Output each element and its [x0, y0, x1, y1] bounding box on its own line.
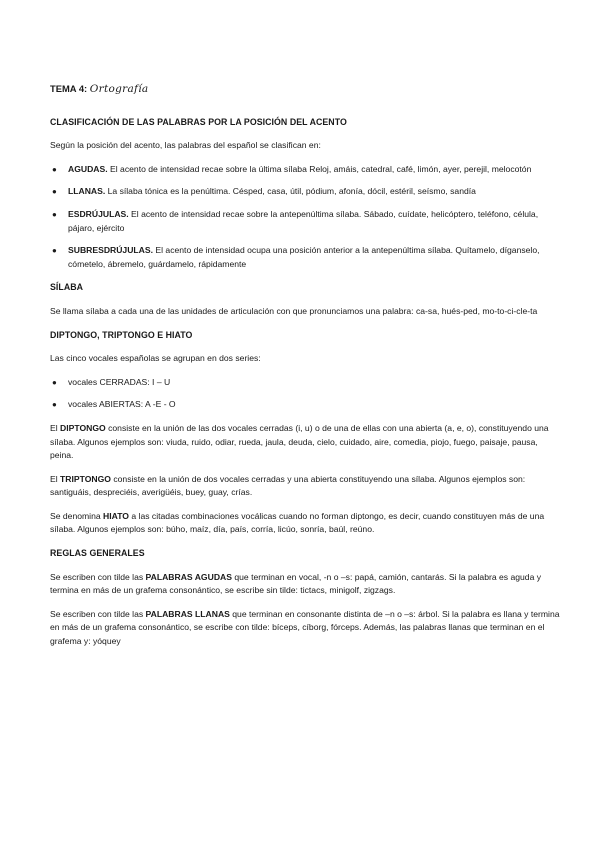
series-cerradas: vocales CERRADAS: I – U — [68, 376, 171, 387]
llanas-rule-text: que terminan en consonante distinta de –n o –s: árbol. Si la palabra es llana y termina en más de un grafema consonántico, se escribe con tilde: bíceps, cíborg, fórceps. Además, las palabras llanas que terminan en el grafema y: yóquey — [50, 608, 560, 647]
heading-clasificacion: CLASIFICACIÓN DE LAS PALABRAS POR LA POSICIÓN DEL ACENTO — [50, 116, 347, 127]
heading-reglas: REGLAS GENERALES — [50, 548, 145, 559]
list-item-agudas — [50, 163, 560, 177]
diptongo-pre: El — [50, 422, 61, 433]
vowels-intro: Las cinco vocales españolas se agrupan en dos series: — [50, 353, 261, 364]
triptongo-paragraph — [50, 473, 560, 500]
agudas-rule-pre: Se escriben con tilde las — [50, 571, 146, 582]
llanas-rule-paragraph — [50, 608, 560, 649]
hiato-paragraph — [50, 510, 560, 537]
def-esdrujulas: El acento de intensidad recae sobre la antepenúltima sílaba. Sábado, cuídate, helicóptero, teléfono, célula, pájaro, ejército — [68, 208, 539, 233]
term-palabras-agudas: PALABRAS AGUDAS — [145, 571, 232, 582]
list-item-sobresdrujulas — [50, 244, 560, 271]
term-palabras-llanas: PALABRAS LLANAS — [145, 608, 230, 619]
clasificacion-intro: Según la posición del acento, las palabras del español se clasifican en: — [50, 140, 321, 151]
bullet-icon: ● — [52, 187, 57, 197]
term-agudas: AGUDAS. — [68, 163, 108, 174]
term-sobresdrujulas: SUBRESDRÚJULAS. — [68, 245, 153, 256]
document-body — [50, 82, 560, 659]
term-hiato: HIATO — [103, 510, 129, 521]
term-triptongo: TRIPTONGO — [60, 473, 111, 484]
agudas-rule-text: que terminan en vocal, -n o –s: papá, camión, cantarás. Si la palabra es aguda y termina en más de un grafema consonántico, se escribe sin tilde: tictacs, minigolf, zigzags. — [50, 571, 542, 596]
diptongo-paragraph — [50, 422, 560, 463]
vowel-series-list — [50, 376, 560, 412]
def-llanas: La sílaba tónica es la penúltima. Césped, casa, útil, pódium, afonía, dócil, estéril, seísmo, sandía — [105, 186, 476, 197]
list-item-esdrujulas — [50, 208, 560, 235]
title-prefix: TEMA 4: — [50, 83, 88, 94]
page-title — [50, 82, 560, 97]
accent-types-list — [50, 163, 560, 272]
term-llanas: LLANAS. — [68, 186, 106, 197]
def-agudas: El acento de intensidad recae sobre la última sílaba Reloj, amáis, catedral, café, limón, ayer, perejil, melocotón — [107, 163, 532, 174]
hiato-text: a las citadas combinaciones vocálicas cuando no forman diptongo, es decir, cuando constituyen más de una sílaba. Algunos ejemplos son: búho, maíz, día, país, corría, licúo, sonría, baúl, reúno. — [50, 510, 545, 535]
term-diptongo: DIPTONGO — [60, 422, 106, 433]
heading-diptongo: DIPTONGO, TRIPTONGO E HIATO — [50, 329, 193, 340]
bullet-icon: ● — [52, 246, 57, 256]
series-abiertas: vocales ABIERTAS: A -E - O — [68, 399, 176, 410]
def-sobresdrujulas: El acento de intensidad ocupa una posición anterior a la antepenúltima sílaba. Quítamelo, díganselo, cómetelo, ábremelo, guárdamelo, rápidamente — [68, 245, 540, 269]
bullet-icon: ● — [52, 209, 57, 219]
agudas-rule-paragraph — [50, 571, 560, 598]
diptongo-text: consiste en la unión de las dos vocales cerradas (i, u) o de una de ellas con una abierta (a, e, o), constituyendo una sílaba. Algunos ejemplos son: viuda, ruido, odiar, rueda, jaula, deuda, cielo, cuidado, aire, comedia, piojo, fuego, paisaje, pausa, peina. — [50, 422, 549, 461]
bullet-icon: ● — [52, 400, 57, 410]
triptongo-pre: El — [50, 473, 61, 484]
heading-silaba: SÍLABA — [50, 282, 84, 293]
bullet-icon: ● — [52, 377, 57, 387]
silaba-definition: Se llama sílaba a cada una de las unidades de articulación con que pronunciamos una palabra: ca-sa, hués-ped, mo-to-ci-cle-ta — [50, 305, 538, 316]
list-item-llanas — [50, 185, 560, 199]
triptongo-text: consiste en la unión de dos vocales cerradas y una abierta constituyendo una sílaba. Algunos ejemplos son: santiguáis, despreciéis, averigüéis, buey, guay, crías. — [50, 473, 526, 498]
list-item-cerradas — [50, 376, 560, 390]
hiato-pre: Se denomina — [50, 510, 104, 521]
list-item-abiertas — [50, 398, 560, 412]
llanas-rule-pre: Se escriben con tilde las — [50, 608, 146, 619]
term-esdrujulas: ESDRÚJULAS. — [68, 208, 129, 219]
bullet-icon: ● — [52, 164, 57, 174]
title-topic: Ortografía — [89, 83, 149, 95]
